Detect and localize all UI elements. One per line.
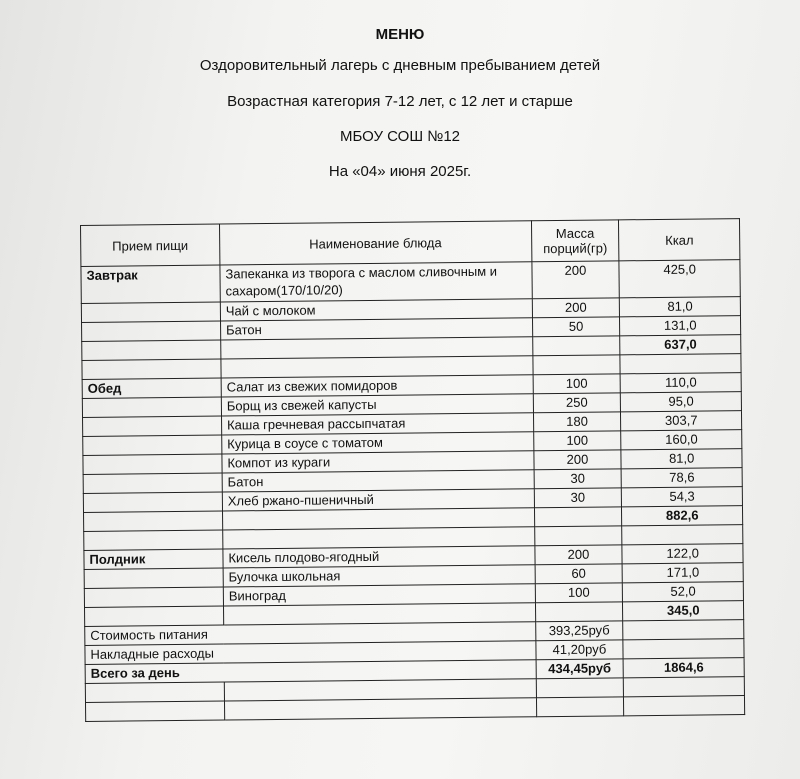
dish-kcal: 81,0 <box>621 449 742 469</box>
overhead-label: Накладные расходы <box>85 641 536 665</box>
lunch-total-kcal: 882,6 <box>622 506 743 526</box>
dish-name: Виноград <box>223 584 535 606</box>
dish-mass: 60 <box>535 564 623 584</box>
dish-kcal: 78,6 <box>621 468 742 488</box>
cost-value: 393,25руб <box>535 621 623 641</box>
menu-date: На «04» июня 2025г. <box>328 163 472 180</box>
dish-mass: 100 <box>533 374 621 394</box>
col-header-mass: Масса порций(гр) <box>531 220 619 262</box>
dish-kcal: 110,0 <box>620 373 741 393</box>
dish-mass: 200 <box>531 261 619 299</box>
col-header-meal: Прием пищи <box>81 224 220 266</box>
dish-kcal: 303,7 <box>621 411 742 431</box>
dish-mass: 180 <box>533 412 621 432</box>
menu-title: МЕНЮ <box>375 26 425 43</box>
menu-table <box>80 218 745 722</box>
dish-kcal: 122,0 <box>622 544 743 564</box>
dish-kcal: 54,3 <box>622 487 743 507</box>
col-header-kcal: Ккал <box>619 219 740 261</box>
school-name: МБОУ СОШ №12 <box>339 128 461 145</box>
dish-kcal: 95,0 <box>621 392 742 412</box>
meal-label-breakfast: Завтрак <box>81 265 220 303</box>
dish-name: Запеканка из творога с маслом сливочным и сахаром(170/10/20) <box>220 262 532 302</box>
dish-kcal: 425,0 <box>619 260 740 298</box>
dish-name: Батон <box>222 470 534 492</box>
day-total-kcal: 1864,6 <box>623 658 744 678</box>
overhead-value: 41,20руб <box>535 640 623 660</box>
dish-kcal: 160,0 <box>621 430 742 450</box>
dish-mass: 50 <box>532 317 620 337</box>
menu-header <box>0 0 800 200</box>
dish-mass: 250 <box>533 393 621 413</box>
dish-name: Курица в соусе с томатом <box>222 432 534 454</box>
dish-name: Салат из свежих помидоров <box>221 375 533 397</box>
col-header-dish: Наименование блюда <box>219 221 531 265</box>
dish-kcal: 131,0 <box>620 316 741 336</box>
meal-label-snack: Полдник <box>84 549 223 569</box>
dish-name: Борщ из свежей капусты <box>221 394 533 416</box>
dish-mass: 30 <box>534 469 622 489</box>
dish-name: Батон <box>220 318 532 340</box>
age-category: Возрастная категория 7-12 лет, с 12 лет и старше <box>227 93 573 110</box>
dish-mass: 100 <box>535 583 623 603</box>
cost-label: Стоимость питания <box>85 622 536 646</box>
dish-mass: 200 <box>534 545 622 565</box>
snack-total-kcal: 345,0 <box>623 601 744 621</box>
dish-name: Компот из кураги <box>222 451 534 473</box>
dish-name: Булочка школьная <box>223 565 535 587</box>
dish-mass: 30 <box>534 488 622 508</box>
meal-label-lunch: Обед <box>82 378 221 398</box>
dish-name: Хлеб ржано-пшеничный <box>222 489 534 511</box>
camp-name: Оздоровительный лагерь с дневным пребыванием детей <box>199 57 601 74</box>
dish-mass: 200 <box>532 298 620 318</box>
dish-name: Каша гречневая рассыпчатая <box>221 413 533 435</box>
breakfast-total-kcal: 637,0 <box>620 335 741 355</box>
dish-kcal: 52,0 <box>623 582 744 602</box>
day-total-cost: 434,45руб <box>536 659 624 679</box>
dish-name: Кисель плодово-ягодный <box>223 546 535 568</box>
dish-mass: 100 <box>533 431 621 451</box>
dish-kcal: 81,0 <box>620 297 741 317</box>
dish-mass: 200 <box>533 450 621 470</box>
dish-kcal: 171,0 <box>622 563 743 583</box>
dish-name: Чай с молоком <box>220 299 532 321</box>
table-header-row <box>81 219 740 267</box>
day-total-label: Всего за день <box>85 660 536 684</box>
